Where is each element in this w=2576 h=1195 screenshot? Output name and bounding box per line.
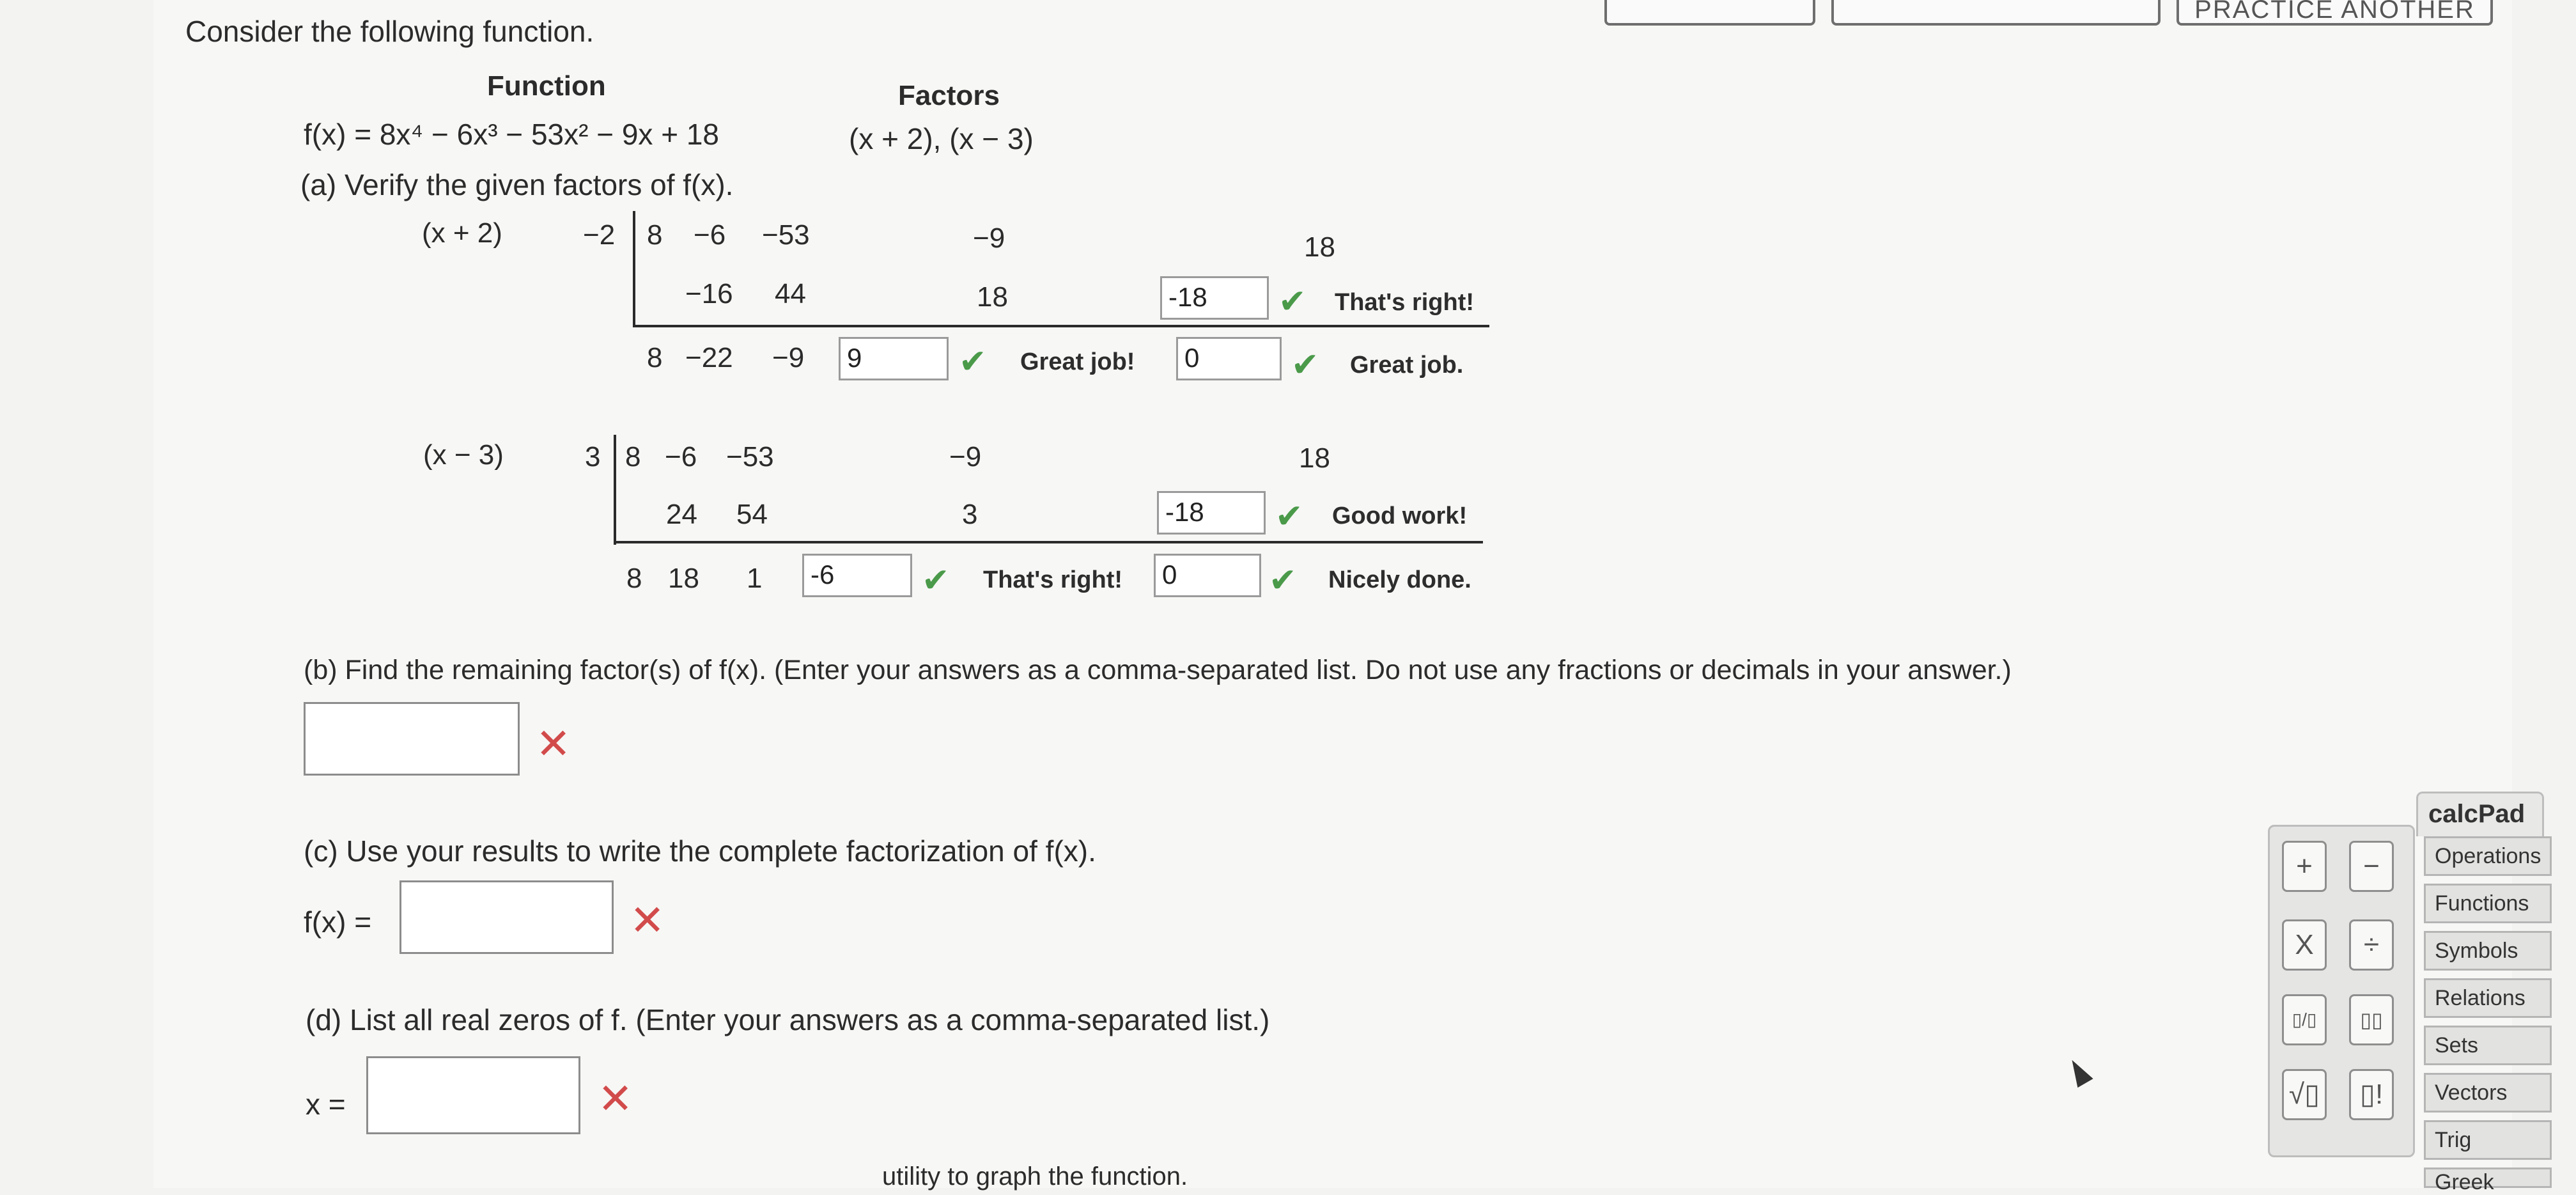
div2-coeff: 8 xyxy=(625,441,641,473)
part-b-answer-input[interactable] xyxy=(304,702,520,776)
plus-key[interactable]: + xyxy=(2282,841,2327,892)
calcpad-tab-relations[interactable]: Relations xyxy=(2424,978,2552,1018)
part-c-label: (c) Use your results to write the complete factorization of f(x). xyxy=(304,834,1096,868)
div2-row2-feedback: Good work! xyxy=(1332,503,1468,529)
div2-row3-feedback-1: That's right! xyxy=(983,566,1123,593)
div1-row2-input[interactable]: -18 xyxy=(1160,276,1269,320)
div1-row2-feedback: That's right! xyxy=(1335,289,1475,316)
fraction-key[interactable]: ▯/▯ xyxy=(2282,994,2327,1045)
div2-horizontal-bar xyxy=(614,541,1483,543)
calcpad-tab-sets[interactable]: Sets xyxy=(2424,1026,2552,1065)
factors-expression: (x + 2), (x − 3) xyxy=(849,122,1034,155)
div2-root: 3 xyxy=(585,441,601,473)
div2-coeff: −53 xyxy=(726,441,774,473)
check-icon: ✔ xyxy=(1278,283,1307,320)
check-icon: ✔ xyxy=(959,343,987,380)
div2-row2-input[interactable]: -18 xyxy=(1157,491,1266,535)
part-b-label: (b) Find the remaining factor(s) of f(x). (Enter your answers as a comma-separated list. Do not use any fractions or decimals in your answer.) xyxy=(304,655,2012,685)
factorial-key[interactable]: ▯! xyxy=(2349,1069,2394,1120)
top-button-1[interactable] xyxy=(1604,0,1815,26)
x-mark-icon: ✕ xyxy=(536,720,571,767)
div2-factor: (x − 3) xyxy=(423,439,504,471)
exponent-key[interactable]: ▯▯ xyxy=(2349,994,2394,1045)
div2-row3-input-2[interactable]: 0 xyxy=(1154,554,1261,597)
x-mark-icon: ✕ xyxy=(598,1075,633,1122)
part-c-answer-input[interactable] xyxy=(400,880,614,954)
div2-coeff: −6 xyxy=(665,441,697,473)
div1-horizontal-bar xyxy=(633,325,1489,327)
calcpad-tab-trig[interactable]: Trig xyxy=(2424,1120,2552,1160)
div1-row3-value: −22 xyxy=(685,342,733,373)
div1-row3-value: −9 xyxy=(772,342,805,373)
div1-factor: (x + 2) xyxy=(422,217,502,249)
minus-key[interactable]: − xyxy=(2349,841,2394,892)
div2-row3-value: 8 xyxy=(626,563,642,594)
prompt-text: Consider the following function. xyxy=(185,15,594,48)
footer-partial-text: utility to graph the function. xyxy=(882,1162,1188,1191)
part-d-prefix: x = xyxy=(306,1088,346,1121)
div2-row3-value: 18 xyxy=(668,563,699,594)
div1-row3-feedback-2: Great job. xyxy=(1350,352,1464,379)
part-c-prefix: f(x) = xyxy=(304,905,372,939)
part-d-answer-input[interactable] xyxy=(366,1056,580,1134)
div1-coeff: −9 xyxy=(973,223,1005,254)
practice-another-button[interactable]: PRACTICE ANOTHER xyxy=(2176,0,2493,26)
check-icon: ✔ xyxy=(1291,347,1319,384)
calcpad-tab-operations[interactable]: Operations xyxy=(2424,836,2552,876)
div1-row3-input-2[interactable]: 0 xyxy=(1176,337,1282,380)
div2-row3-value: 1 xyxy=(747,563,763,594)
calcpad-tab-vectors[interactable]: Vectors xyxy=(2424,1073,2552,1113)
div1-coeff: 8 xyxy=(647,219,663,251)
calcpad-tab-greek[interactable]: Greek xyxy=(2424,1168,2552,1188)
calcpad-title: calcPad xyxy=(2416,792,2544,836)
div2-row3-feedback-2: Nicely done. xyxy=(1328,566,1471,593)
function-expression: f(x) = 8x⁴ − 6x³ − 53x² − 9x + 18 xyxy=(304,118,720,151)
part-d-label: (d) List all real zeros of f. (Enter your answers as a comma-separated list.) xyxy=(306,1003,1270,1036)
div2-row2-value: 3 xyxy=(962,499,978,530)
calcpad-tab-symbols[interactable]: Symbols xyxy=(2424,931,2552,971)
div1-vertical-bar xyxy=(633,211,635,326)
function-header: Function xyxy=(487,70,606,102)
div1-row2-value: 18 xyxy=(977,281,1008,313)
div2-row2-value: 24 xyxy=(666,499,697,530)
divide-key[interactable]: ÷ xyxy=(2349,919,2394,971)
div1-row3-input-1[interactable]: 9 xyxy=(839,337,949,380)
div1-root: −2 xyxy=(583,219,616,251)
div1-coeff: −6 xyxy=(694,219,726,251)
div1-coeff: −53 xyxy=(762,219,810,251)
factors-header: Factors xyxy=(898,80,1000,111)
div1-row2-value: −16 xyxy=(685,278,733,309)
div2-coeff: 18 xyxy=(1299,442,1330,474)
div2-row2-value: 54 xyxy=(736,499,768,530)
part-a-label: (a) Verify the given factors of f(x). xyxy=(300,168,734,201)
div1-row3-feedback-1: Great job! xyxy=(1020,348,1135,375)
div1-row3-value: 8 xyxy=(647,342,663,373)
multiply-key[interactable]: X xyxy=(2282,919,2327,971)
div2-coeff: −9 xyxy=(949,441,982,473)
calcpad-tab-functions[interactable]: Functions xyxy=(2424,884,2552,923)
x-mark-icon: ✕ xyxy=(630,896,665,944)
top-button-2[interactable] xyxy=(1831,0,2161,26)
div2-vertical-bar xyxy=(614,435,616,545)
check-icon: ✔ xyxy=(922,562,950,599)
check-icon: ✔ xyxy=(1275,498,1303,535)
div1-coeff: 18 xyxy=(1304,231,1335,263)
check-icon: ✔ xyxy=(1269,562,1297,599)
div1-row2-value: 44 xyxy=(775,278,806,309)
div2-row3-input-1[interactable]: -6 xyxy=(802,554,912,597)
sqrt-key[interactable]: √▯ xyxy=(2282,1069,2327,1120)
